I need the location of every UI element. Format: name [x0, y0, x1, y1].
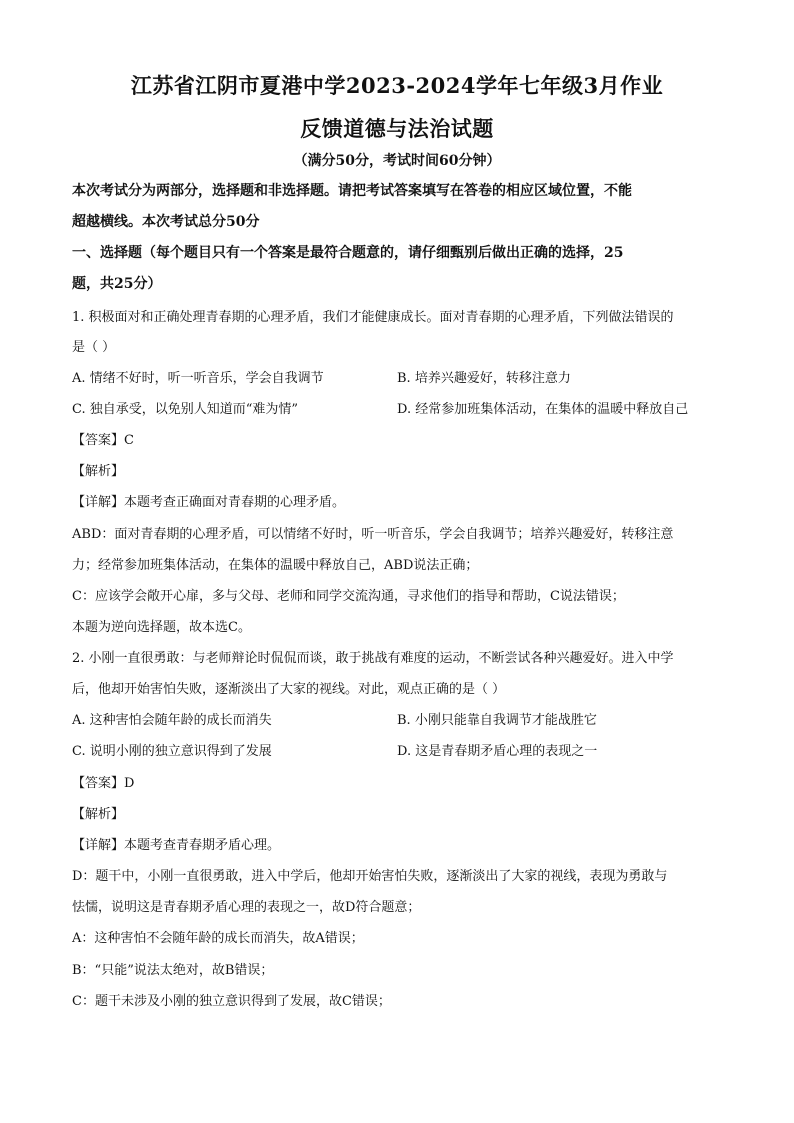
q1-explanation-line-1: ABD：面对青春期的心理矛盾，可以情绪不好时，听一听音乐，学会自我调节；培养兴趣爱好，转移注意: [72, 527, 674, 542]
title-line-2: 反馈道德与法治试题: [300, 116, 494, 141]
q1-stem-line-2: 是（ ）: [72, 340, 116, 355]
q2-explanation-line-3: A：这种害怕不会随年龄的成长而消失，故A错误；: [72, 931, 364, 946]
q2-explanation-line-5: C：题干未涉及小刚的独立意识得到了发展，故C错误；: [72, 994, 391, 1009]
q2-analysis-label: 【解析】: [72, 807, 125, 822]
q1-analysis-label: 【解析】: [72, 464, 125, 479]
q2-option-d: D. 这是青春期矛盾心理的表现之一: [397, 744, 598, 759]
q2-stem-line-1: 2. 小刚一直很勇敢：与老师辩论时侃侃而谈，敢于挑战有难度的运动，不断尝试各种兴趣爱好。进入中学: [72, 651, 674, 666]
q1-answer: 【答案】C: [72, 433, 134, 448]
section-heading-line-1: 一、选择题（每个题目只有一个答案是最符合题意的，请仔细甄别后做出正确的选择，25: [72, 245, 624, 261]
q2-explanation-line-1: D：题干中，小刚一直很勇敢，进入中学后，他却开始害怕失败，逐渐淡出了大家的视线，表现为勇敢与: [72, 869, 668, 884]
q1-option-c: C. 独自承受，以免别人知道而“难为情”: [72, 402, 299, 417]
q1-explanation-line-4: 本题为逆向选择题，故本选C。: [72, 620, 251, 635]
intro-line-1: 本次考试分为两部分，选择题和非选择题。请把考试答案填写在答卷的相应区域位置，不能: [72, 183, 632, 199]
intro-line-2: 超越横线。本次考试总分50分: [72, 214, 260, 230]
q1-option-a: A. 情绪不好时，听一听音乐，学会自我调节: [72, 371, 324, 386]
q2-option-b: B. 小刚只能靠自我调节才能战胜它: [397, 713, 597, 728]
q1-explanation-line-3: C：应该学会敞开心扉，多与父母、老师和同学交流沟通，寻求他们的指导和帮助，C说法错误；: [72, 589, 625, 604]
q1-detail: 【详解】本题考查正确面对青春期的心理矛盾。: [72, 495, 346, 510]
q2-option-c: C. 说明小刚的独立意识得到了发展: [72, 744, 272, 759]
title-line-1: 江苏省江阴市夏港中学2023-2024学年七年级3月作业: [130, 73, 664, 98]
q1-option-d: D. 经常参加班集体活动，在集体的温暖中释放自己: [397, 402, 689, 417]
q2-detail: 【详解】本题考查青春期矛盾心理。: [72, 838, 281, 853]
q2-answer: 【答案】D: [72, 776, 135, 791]
q2-explanation-line-4: B：“只能”说法太绝对，故B错误；: [72, 963, 274, 978]
q2-option-a: A. 这种害怕会随年龄的成长而消失: [72, 713, 272, 728]
section-heading-line-2: 题，共25分）: [72, 276, 162, 292]
q2-stem-line-2: 后，他却开始害怕失败，逐渐淡出了大家的视线。对此，观点正确的是（ ）: [72, 682, 506, 697]
exam-subtitle: （满分50分，考试时间60分钟）: [293, 153, 501, 169]
q2-explanation-line-2: 怯懦，说明这是青春期矛盾心理的表现之一，故D符合题意；: [72, 900, 421, 915]
q1-option-b: B. 培养兴趣爱好，转移注意力: [397, 371, 571, 386]
q1-stem-line-1: 1. 积极面对和正确处理青春期的心理矛盾，我们才能健康成长。面对青春期的心理矛盾，下列做法错误的: [72, 310, 674, 325]
q1-explanation-line-2: 力；经常参加班集体活动，在集体的温暖中释放自己，ABD说法正确；: [72, 558, 479, 573]
